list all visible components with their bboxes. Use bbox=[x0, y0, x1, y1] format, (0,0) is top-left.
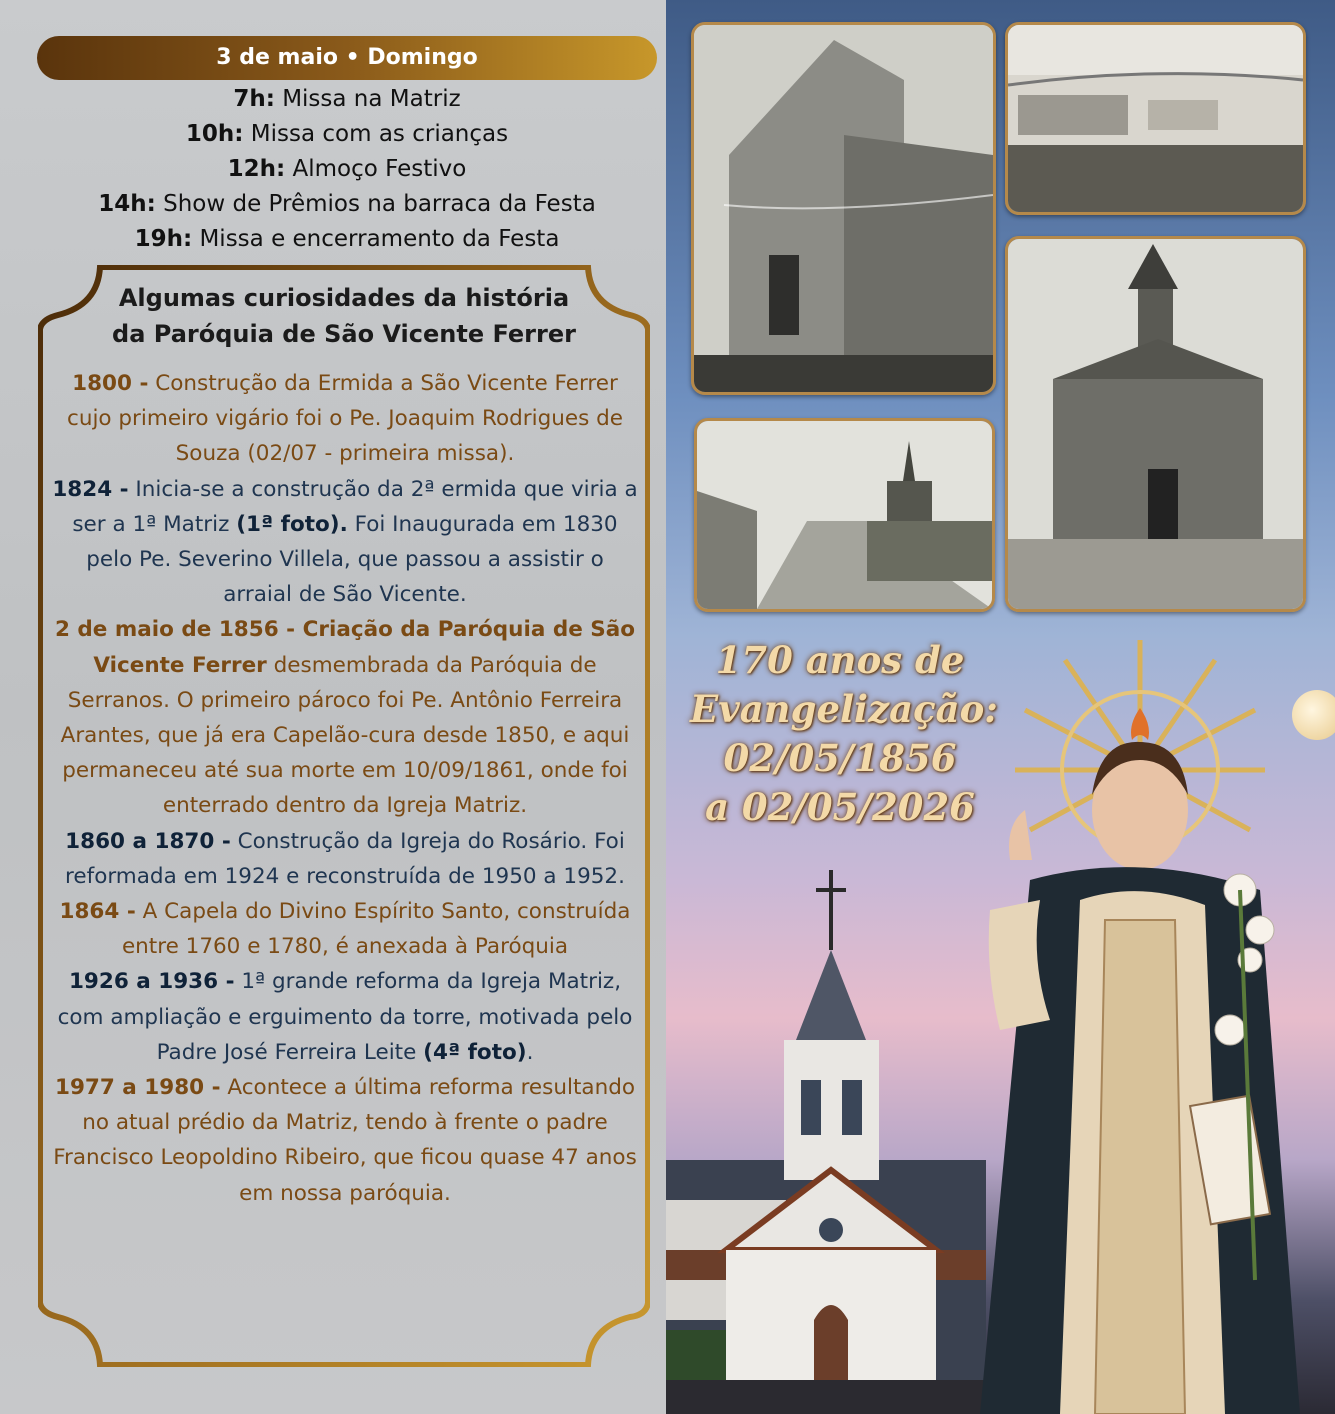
entry-year: 1800 - bbox=[72, 371, 149, 396]
saint-vicente-statue-illustration bbox=[970, 630, 1310, 1414]
anniversary-line3: 02/05/1856 bbox=[723, 736, 957, 780]
anniversary-line4: a 02/05/2026 bbox=[705, 785, 975, 829]
schedule-list bbox=[37, 82, 657, 257]
anniversary-line1: 170 anos de bbox=[715, 638, 965, 682]
schedule-time: 14h: bbox=[98, 191, 156, 217]
history-entry bbox=[52, 1070, 638, 1211]
history-entry bbox=[52, 894, 638, 964]
schedule-item bbox=[37, 152, 657, 187]
schedule-text: Almoço Festivo bbox=[285, 156, 467, 182]
entry-text: Construção da Igreja do Rosário. Foi reformada em 1924 e reconstruída de 1950 a 1952. bbox=[65, 828, 625, 889]
church-sketch-icon bbox=[694, 25, 993, 392]
history-entry bbox=[52, 612, 638, 823]
schedule-text: Show de Prêmios na barraca da Festa bbox=[155, 191, 596, 217]
entry-year: 1864 - bbox=[59, 899, 136, 925]
schedule-time: 10h: bbox=[185, 121, 244, 147]
history-entry bbox=[52, 366, 638, 472]
history-title-line1: Algumas curiosidades da história bbox=[118, 284, 570, 312]
history-entry bbox=[52, 472, 638, 613]
entry-year: 1977 a 1980 - bbox=[54, 1075, 221, 1101]
history-entry bbox=[52, 964, 638, 1070]
town-sketch-icon bbox=[1008, 25, 1303, 212]
entry-year: 2 de maio de 1856 - Criação da Paróquia de São Vicente Ferrer bbox=[54, 617, 636, 678]
date-banner: 3 de maio • Domingo bbox=[37, 36, 657, 80]
entry-text: A Capela do Divino Espírito Santo, construída entre 1760 e 1780, é anexada à Paróquia bbox=[121, 899, 631, 960]
photo-gothic-matriz bbox=[1005, 236, 1306, 612]
schedule-time: 19h: bbox=[134, 226, 193, 252]
gothic-church-sketch-icon bbox=[1008, 239, 1303, 609]
entry-text: 1ª grande reforma da Igreja Matriz, com ampliação e erguimento da torre, motivada pelo Padre José Ferreira Leite bbox=[57, 969, 633, 1065]
entry-bold: (1ª foto). bbox=[236, 511, 348, 537]
modern-church-illustration bbox=[666, 860, 986, 1414]
entry-year: 1860 a 1870 - bbox=[65, 828, 231, 854]
entry-text: Foi Inaugurada em 1830 pelo Pe. Severino Villela, que passou a assistir o arraial de São Vicente. bbox=[86, 511, 618, 608]
entry-year: 1926 a 1936 - bbox=[68, 969, 235, 995]
entry-text: Acontece a última reforma resultando no atual prédio da Matriz, tendo à frente o padre Francisco Leopoldino Ribeiro, que ficou quase 47 anos em nossa paróquia. bbox=[53, 1075, 637, 1206]
schedule-item bbox=[37, 187, 657, 222]
photo-town-panorama bbox=[1005, 22, 1306, 215]
history-body bbox=[52, 366, 638, 1211]
anniversary-text bbox=[690, 636, 998, 832]
schedule-text: Missa com as crianças bbox=[243, 121, 509, 147]
entry-text: desmembrada da Paróquia de Serranos. O primeiro pároco foi Pe. Antônio Ferreira Arantes, que já era Capelão-cura desde 1850, e aqui permaneceu até sua morte em 10/09/1861, onde foi enterrado dentro da Igreja Matriz. bbox=[60, 652, 630, 819]
schedule-time: 12h: bbox=[227, 156, 286, 182]
schedule-item bbox=[37, 117, 657, 152]
history-title bbox=[38, 280, 650, 352]
photo-old-matriz bbox=[691, 22, 996, 395]
schedule-time: 7h: bbox=[233, 86, 275, 112]
photo-street-view bbox=[694, 418, 995, 612]
anniversary-line2: Evangelização: bbox=[690, 687, 998, 731]
schedule-text: Missa na Matriz bbox=[274, 86, 461, 112]
entry-text: . bbox=[526, 1039, 534, 1065]
entry-text: Inicia-se a construção da 2ª ermida que viria a ser a 1ª Matriz bbox=[72, 476, 638, 537]
entry-bold: (4ª foto) bbox=[423, 1039, 527, 1065]
history-title-line2: da Paróquia de São Vicente Ferrer bbox=[112, 320, 576, 348]
schedule-text: Missa e encerramento da Festa bbox=[192, 226, 560, 252]
history-entry bbox=[52, 824, 638, 894]
schedule-item bbox=[37, 222, 657, 257]
entry-year: 1824 - bbox=[52, 476, 129, 502]
street-sketch-icon bbox=[697, 421, 992, 609]
entry-text: Construção da Ermida a São Vicente Ferrer cujo primeiro vigário foi o Pe. Joaquim Rodrigues de Souza (02/07 - primeira missa). bbox=[67, 371, 623, 467]
schedule-item bbox=[37, 82, 657, 117]
left-panel bbox=[0, 0, 666, 1414]
